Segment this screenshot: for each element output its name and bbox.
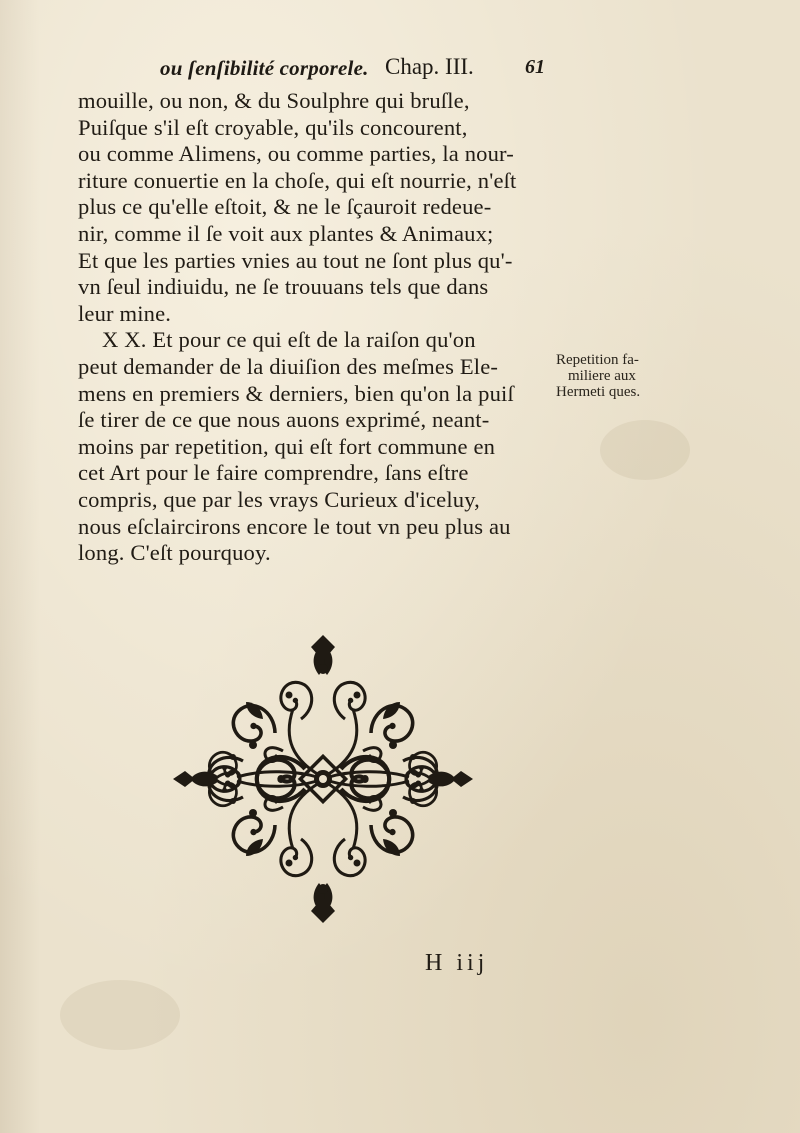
text-line: vn ſeul indiuidu, ne ſe trouuans tels que dans — [78, 274, 489, 300]
text-line: compris, que par les vrays Curieux d'iceluy, — [78, 486, 480, 512]
running-title: ou ſenſibilité corporele. — [160, 56, 369, 80]
text-line: mouille, ou non, & du Soulphre qui bruſle, — [78, 88, 470, 113]
text-line: leur mine. — [78, 300, 172, 326]
text-line: Puiſque s'il eſt croyable, qu'ils concourent, — [78, 114, 468, 140]
text-line: cet Art pour le faire comprendre, ſans eſtre — [78, 460, 469, 486]
text-line: nous eſclaircirons encore le tout vn peu plus au — [78, 513, 511, 539]
margin-note — [556, 352, 696, 400]
text-line: moins par repetition, qui eſt fort commune en — [78, 433, 496, 459]
text-line: mens en premiers & derniers, bien qu'on la puiſ — [78, 380, 514, 406]
text-line: riture conuertie en la choſe, qui eſt nourrie, n'eſt — [78, 167, 517, 193]
section-start-line: X X. Et pour ce qui eſt de la raiſon qu'on — [102, 327, 476, 353]
main-text — [78, 88, 548, 567]
margin-note-line: miliere aux — [568, 368, 636, 384]
page-header — [140, 50, 546, 86]
chapter-label: Chap. III. — [385, 54, 474, 79]
margin-note-line: Hermeti ques. — [556, 384, 641, 400]
text-line: Et que les parties vnies au tout ne ſont plus qu'- — [78, 247, 513, 273]
text-line: ou comme Alimens, ou comme parties, la nour- — [78, 141, 514, 167]
text-line: ſe tirer de ce que nous auons exprimé, neant- — [78, 407, 490, 433]
signature-mark: H iij — [425, 950, 489, 976]
text-line: peut demander de la diuiſion des meſmes Ele- — [78, 353, 499, 379]
margin-note-line: Repetition fa- — [556, 352, 639, 368]
printers-ornament — [168, 634, 478, 924]
text-line: long. C'eſt pourquoy. — [78, 540, 271, 566]
page-number: 61 — [525, 56, 545, 78]
paper-stain — [600, 420, 690, 480]
text-line: nir, comme il ſe voit aux plantes & Animaux; — [78, 220, 494, 246]
paper-stain — [60, 980, 180, 1050]
text-line: plus ce qu'elle eſtoit, & ne le ſçauroit redeue- — [78, 194, 492, 220]
